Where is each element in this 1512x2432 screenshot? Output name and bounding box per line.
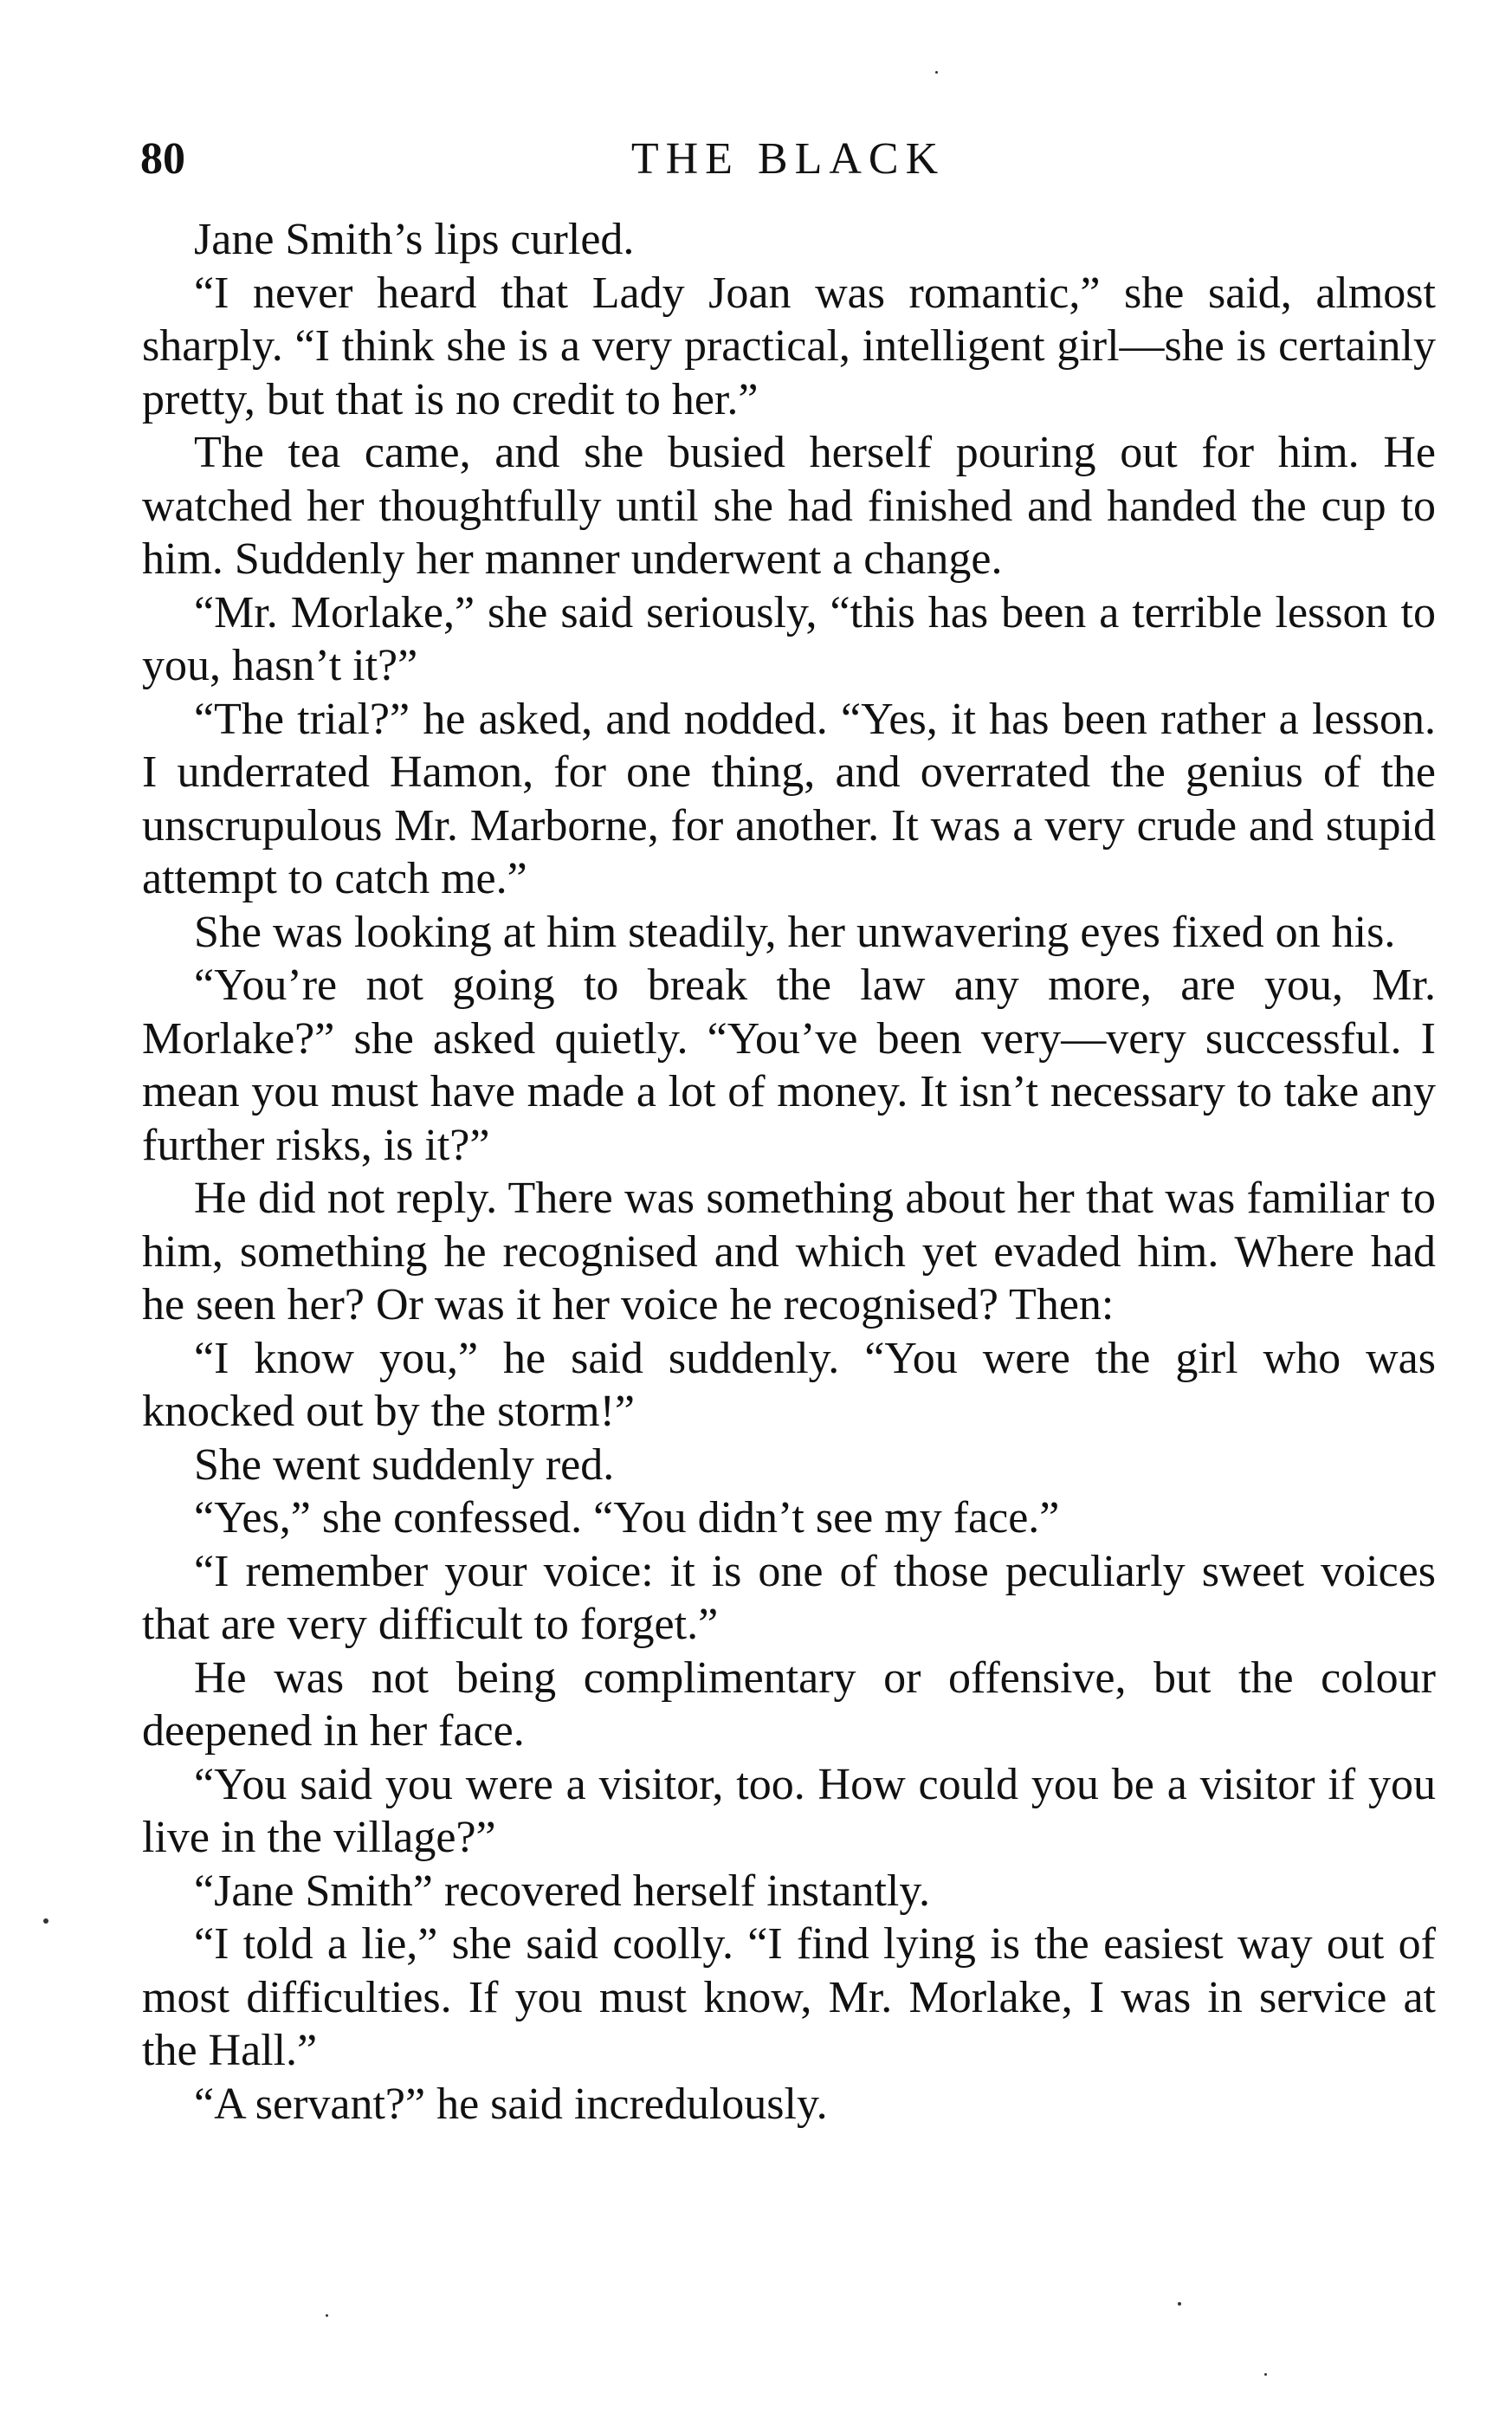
paragraph: “You said you were a visitor, too. How could you be a visitor if you live in the village?” — [142, 1759, 1436, 1862]
paragraph: She went suddenly red. — [194, 1439, 615, 1490]
running-title: THE BLACK — [630, 134, 946, 184]
paragraph: “Mr. Morlake,” she said seriously, “this has been a terrible lesson to you, hasn’t it?” — [142, 587, 1436, 690]
paragraph: “I know you,” he said suddenly. “You were the girl who was knocked out by the storm!” — [142, 1333, 1436, 1436]
paragraph: She was looking at him steadily, her unwavering eyes fixed on his. — [194, 907, 1396, 957]
running-head — [140, 132, 1436, 187]
scan-speck — [43, 1918, 48, 1924]
paragraph: “The trial?” he asked, and nodded. “Yes, it has been rather a lesson. I underrated Hamon, for one thing, and overrated the genius of the unscrupulous Mr. Marborne, for another. It was a very crude and stupid attempt to catch me.” — [142, 694, 1436, 903]
scan-speck — [1178, 2302, 1181, 2306]
scan-speck — [935, 71, 938, 74]
body-text — [142, 213, 1436, 2131]
paragraph: “I remember your voice: it is one of those peculiarly sweet voices that are very difficult to forget.” — [142, 1546, 1436, 1649]
paragraph: He was not being complimentary or offensive, but the colour deepened in her face. — [142, 1653, 1436, 1756]
paragraph: “Jane Smith” recovered herself instantly. — [194, 1866, 930, 1916]
paragraph: “A servant?” he said incredulously. — [194, 2079, 828, 2129]
scan-speck — [1264, 2373, 1267, 2376]
paragraph: “You’re not going to break the law any more, are you, Mr. Morlake?” she asked quietly. “You’ve been very—very successful. I mean you must have made a lot of money. It isn’t necessary to take any further risks, is it?” — [142, 961, 1436, 1170]
paragraph: He did not reply. There was something about her that was familiar to him, something he recognised and which yet evaded him. Where had he seen her? Or was it her voice he recognised? Then: — [142, 1174, 1436, 1329]
paragraph: The tea came, and she busied herself pouring out for him. He watched her thoughtfully until she had finished and handed the cup to him. Suddenly her manner underwent a change. — [142, 428, 1436, 584]
page-number: 80 — [140, 134, 185, 184]
paragraph: Jane Smith’s lips curled. — [194, 215, 635, 264]
paragraph: “Yes,” she confessed. “You didn’t see my face.” — [194, 1493, 1060, 1543]
scan-speck — [326, 2314, 328, 2317]
paragraph: “I told a lie,” she said coolly. “I find lying is the easiest way out of most difficulties. If you must know, Mr. Morlake, I was in service at the Hall.” — [142, 1919, 1436, 2075]
paragraph: “I never heard that Lady Joan was romantic,” she said, almost sharply. “I think she is a very practical, intelligent girl—she is certainly pretty, but that is no credit to her.” — [142, 268, 1436, 424]
